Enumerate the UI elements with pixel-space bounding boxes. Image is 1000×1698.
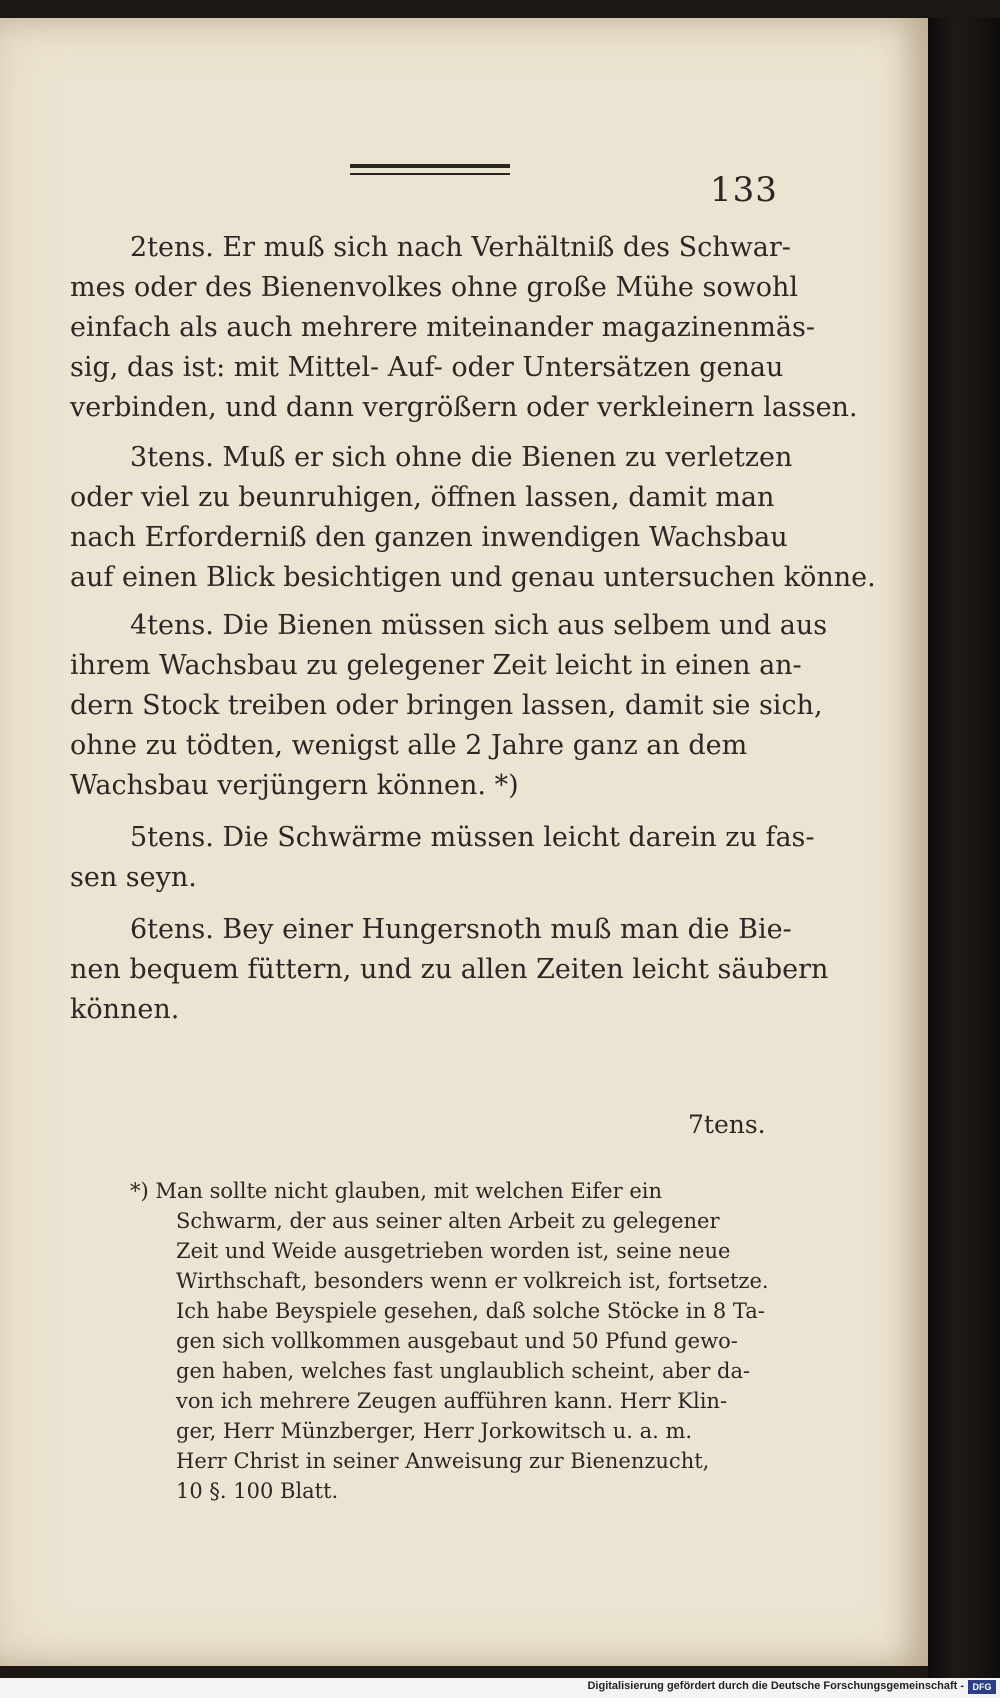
- header-rule-top: [350, 164, 510, 168]
- dfg-logo: DFG: [968, 1680, 996, 1694]
- text-line: können.: [70, 994, 180, 1025]
- footnote-line: Schwarm, der aus seiner alten Arbeit zu gelegener: [176, 1209, 720, 1233]
- text-line: nen bequem füttern, und zu allen Zeiten leicht säubern: [70, 954, 829, 985]
- catchword: 7tens.: [688, 1110, 766, 1139]
- text-line: mes oder des Bienenvolkes ohne große Mühe sowohl: [70, 272, 798, 303]
- text-line: oder viel zu beunruhigen, öffnen lassen, damit man: [70, 482, 775, 513]
- text-line: 5tens. Die Schwärme müssen leicht darein zu fas-: [130, 822, 815, 853]
- footnote-line: gen sich vollkommen ausgebaut und 50 Pfund gewo-: [176, 1329, 738, 1353]
- text-line: ohne zu tödten, wenigst alle 2 Jahre ganz an dem: [70, 730, 748, 761]
- text-line: Wachsbau verjüngern können. *): [70, 770, 519, 801]
- paragraph-2tens: [70, 228, 858, 428]
- text-line: 4tens. Die Bienen müssen sich aus selbem und aus: [130, 610, 828, 641]
- paragraph-3tens: [70, 438, 876, 598]
- text-line: nach Erforderniß den ganzen inwendigen Wachsbau: [70, 522, 788, 553]
- text-line: verbinden, und dann vergrößern oder verkleinern lassen.: [70, 392, 858, 423]
- footnote-line: gen haben, welches fast unglaublich scheint, aber da-: [176, 1359, 751, 1383]
- text-line: sen seyn.: [70, 862, 197, 893]
- footnote-line: Zeit und Weide ausgetrieben worden ist, seine neue: [176, 1239, 731, 1263]
- footnote-line: 10 §. 100 Blatt.: [176, 1479, 339, 1503]
- digitization-footer: [0, 1678, 1000, 1698]
- text-line: auf einen Blick besichtigen und genau untersuchen könne.: [70, 562, 876, 593]
- text-line: einfach als auch mehrere miteinander magazinenmäs-: [70, 312, 815, 343]
- footnote-line: *) Man sollte nicht glauben, mit welchen Eifer ein: [130, 1179, 662, 1203]
- text-line: dern Stock treiben oder bringen lassen, damit sie sich,: [70, 690, 823, 721]
- book-page: [0, 18, 928, 1666]
- book-binding-edge: [928, 18, 1000, 1678]
- header-rule-bottom: [350, 173, 510, 175]
- paragraph-5tens: [70, 818, 815, 898]
- page-number: 133: [710, 170, 778, 210]
- footnote-line: Herr Christ in seiner Anweisung zur Bienenzucht,: [176, 1449, 710, 1473]
- footnote-line: Wirthschaft, besonders wenn er volkreich ist, fortsetze.: [176, 1269, 769, 1293]
- paragraph-6tens: [70, 910, 829, 1030]
- paragraph-4tens: [70, 606, 828, 806]
- footnote-line: von ich mehrere Zeugen aufführen kann. Herr Klin-: [176, 1389, 728, 1413]
- footnote: [130, 1176, 790, 1506]
- footnote-line: ger, Herr Münzberger, Herr Jorkowitsch u. a. m.: [176, 1419, 693, 1443]
- footnote-line: Ich habe Beyspiele gesehen, daß solche Stöcke in 8 Ta-: [176, 1299, 765, 1323]
- text-line: ihrem Wachsbau zu gelegener Zeit leicht in einen an-: [70, 650, 802, 681]
- text-line: 3tens. Muß er sich ohne die Bienen zu verletzen: [130, 442, 793, 473]
- text-line: 2tens. Er muß sich nach Verhältniß des Schwar-: [130, 232, 791, 263]
- footer-credit: Digitalisierung gefördert durch die Deutsche Forschungsgemeinschaft -: [587, 1680, 964, 1692]
- text-line: 6tens. Bey einer Hungersnoth muß man die Bie-: [130, 914, 792, 945]
- text-line: sig, das ist: mit Mittel- Auf- oder Untersätzen genau: [70, 352, 784, 383]
